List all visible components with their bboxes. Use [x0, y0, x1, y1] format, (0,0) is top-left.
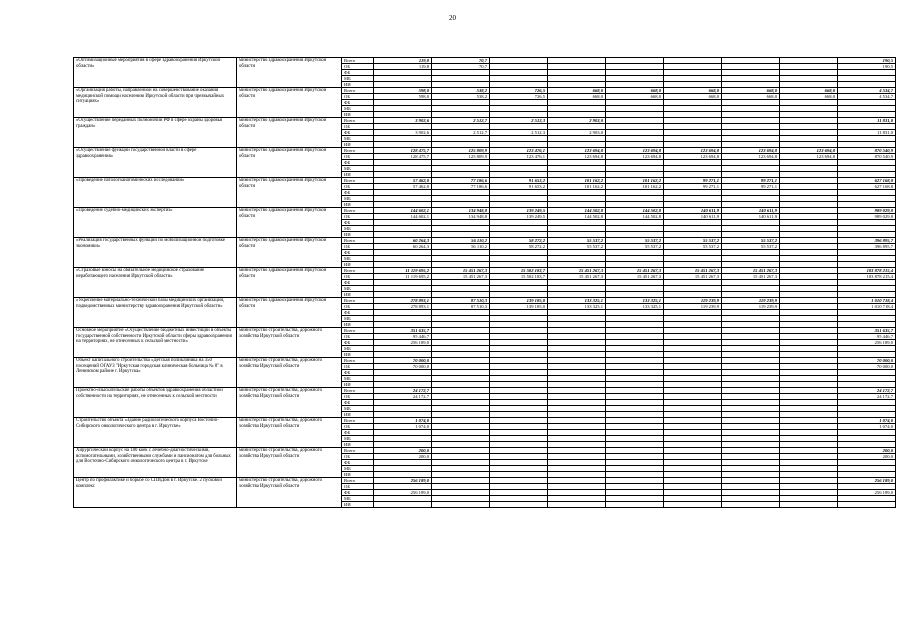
responsible-ministry: министерство строительства, дорожного хозяйства Иркутской области [237, 328, 342, 358]
amount-cell: 11 119 695,2 [374, 268, 432, 274]
table-row [74, 148, 896, 154]
amount-cell: 128 475,7 [374, 148, 432, 154]
amount-cell: 99 271,1 [664, 178, 722, 184]
amount-cell: 140 611,9 [664, 214, 722, 220]
amount-cell: 95 446,7 [374, 334, 432, 340]
amount-cell: 60 264,3 [374, 244, 432, 250]
funding-source: ОБ [342, 244, 374, 250]
amount-cell: 726,5 [490, 88, 548, 94]
responsible-ministry: министерство здравоохранения Иркутской области [237, 88, 342, 118]
funding-source: ФБ [342, 220, 374, 226]
funding-source: ФБ [342, 70, 374, 76]
amount-cell: 24 172,7 [374, 394, 432, 400]
amount-cell: 668,0 [664, 88, 722, 94]
total-cell: 627 168,8 [838, 178, 896, 184]
table-row [74, 178, 896, 184]
responsible-ministry: министерство строительства, дорожного хозяйства Иркутской области [237, 418, 342, 448]
funding-source: ОБ [342, 154, 374, 160]
amount-cell: 123 476,1 [490, 154, 548, 160]
funding-source: Всего [342, 208, 374, 214]
table-body [74, 58, 896, 508]
funding-source: Всего [342, 268, 374, 274]
amount-cell: 70 000,0 [374, 358, 432, 364]
total-cell: 256 189,0 [838, 478, 896, 484]
funding-source: ИИ [342, 172, 374, 178]
responsible-ministry: министерство строительства, дорожного хозяйства Иркутской области [237, 448, 342, 478]
table-row [74, 268, 896, 274]
amount-cell: 70,7 [432, 64, 490, 70]
amount-cell: 134 948,8 [432, 208, 490, 214]
amount-cell: 101 162,2 [606, 184, 664, 190]
amount-cell: 598,0 [374, 94, 432, 100]
amount-cell: 133 325,1 [548, 298, 606, 304]
funding-source: ФБ [342, 130, 374, 136]
funding-source: ОБ [342, 334, 374, 340]
amount-cell: 1 074,0 [374, 418, 432, 424]
funding-source: ИИ [342, 142, 374, 148]
total-cell: 11 831,0 [838, 130, 896, 136]
amount-cell: 123 694,8 [606, 154, 664, 160]
amount-cell: 123 694,8 [664, 154, 722, 160]
amount-cell: 57 462,0 [374, 184, 432, 190]
amount-cell: 119,8 [374, 64, 432, 70]
amount-cell: 24 172,7 [374, 388, 432, 394]
amount-cell: 2 512,7 [432, 118, 490, 124]
funding-source: Всего [342, 58, 374, 64]
amount-cell: 15 451 267,3 [432, 268, 490, 274]
amount-cell [780, 502, 838, 508]
total-cell: 396 895,7 [838, 244, 896, 250]
amount-cell: 134 948,8 [432, 214, 490, 220]
total-cell [838, 502, 896, 508]
funding-source: МБ [342, 316, 374, 322]
funding-source: ФБ [342, 340, 374, 346]
funding-source: МБ [342, 166, 374, 172]
amount-cell: 144 502,8 [548, 208, 606, 214]
activity-name: Строительство объекта «Здание радиологического корпуса Восточно-Сибирского онкологического центра в г. Иркутске» [74, 418, 237, 448]
amount-cell: 668,0 [548, 88, 606, 94]
amount-cell: 60 264,3 [374, 238, 432, 244]
amount-cell: 15 451 267,3 [664, 274, 722, 280]
amount-cell: 140 611,9 [722, 208, 780, 214]
funding-source: ОБ [342, 484, 374, 490]
funding-source: ИИ [342, 202, 374, 208]
amount-cell: 128 475,7 [374, 154, 432, 160]
funding-source: Всего [342, 148, 374, 154]
amount-cell [548, 502, 606, 508]
total-cell: 70 000,0 [838, 364, 896, 370]
funding-source: Всего [342, 298, 374, 304]
activity-name: «Осуществление функций государственной власти в сфере здравоохранения» [74, 148, 237, 178]
amount-cell: 538,2 [432, 88, 490, 94]
amount-cell: 11 119 695,2 [374, 274, 432, 280]
funding-source: МБ [342, 286, 374, 292]
funding-source: ФБ [342, 490, 374, 496]
amount-cell: 99 271,1 [722, 178, 780, 184]
amount-cell: 123 694,8 [780, 154, 838, 160]
page-number: 20 [449, 14, 456, 22]
amount-cell: 15 451 267,3 [548, 274, 606, 280]
total-cell: 627 168,8 [838, 184, 896, 190]
funding-source: ИИ [342, 352, 374, 358]
amount-cell: 58 272,2 [490, 238, 548, 244]
amount-cell: 668,0 [722, 94, 780, 100]
activity-name: Проектно-изыскательские работы объектов здравоохранения областной собственности на территориях, не отнесенных к сельской местности [74, 388, 237, 418]
total-cell: 190,5 [838, 58, 896, 64]
amount-cell: 55 537,2 [664, 244, 722, 250]
total-cell: 256 189,0 [838, 340, 896, 346]
funding-source: Всего [342, 478, 374, 484]
funding-source: МБ [342, 406, 374, 412]
total-cell: 351 635,7 [838, 328, 896, 334]
amount-cell: 125 809,9 [432, 154, 490, 160]
amount-cell: 140 611,9 [722, 214, 780, 220]
activity-name: «Реализация государственных функций по мобилизационной подготовке экономики» [74, 238, 237, 268]
funding-source: МБ [342, 136, 374, 142]
total-cell: 70 000,0 [838, 358, 896, 364]
table-row [74, 238, 896, 244]
amount-cell: 55 537,2 [606, 244, 664, 250]
responsible-ministry: министерство здравоохранения Иркутской области [237, 208, 342, 238]
amount-cell: 56 110,2 [432, 244, 490, 250]
amount-cell: 55 537,2 [548, 238, 606, 244]
funding-source: Всего [342, 328, 374, 334]
amount-cell: 15 451 267,3 [664, 268, 722, 274]
activity-name: Основное мероприятие «Осуществление бюджетных инвестиций в объекты государственной собственности Иркутской области сферы здравоохранения на территориях, не отнесенных к сельской местности» [74, 328, 237, 358]
total-cell: 4 534,7 [838, 94, 896, 100]
amount-cell: 15 502 183,7 [490, 268, 548, 274]
total-cell: 1 010 718,4 [838, 304, 896, 310]
amount-cell: 15 451 267,3 [606, 274, 664, 280]
amount-cell: 70,7 [432, 58, 490, 64]
funding-source: МБ [342, 346, 374, 352]
amount-cell: 15 451 267,3 [432, 274, 490, 280]
total-cell: 190,5 [838, 64, 896, 70]
amount-cell: 3 902,6 [374, 118, 432, 124]
amount-cell: 668,0 [606, 94, 664, 100]
funding-source: ИИ [342, 82, 374, 88]
funding-source: МБ [342, 76, 374, 82]
amount-cell [490, 502, 548, 508]
amount-cell: 351 635,7 [374, 328, 432, 334]
amount-cell [664, 502, 722, 508]
amount-cell: 15 451 267,3 [722, 274, 780, 280]
amount-cell: 144 602,1 [374, 208, 432, 214]
total-cell: 989 029,8 [838, 214, 896, 220]
funding-source: МБ [342, 196, 374, 202]
funding-source: ОБ [342, 124, 374, 130]
funding-source: ОБ [342, 364, 374, 370]
funding-source: ОБ [342, 454, 374, 460]
funding-source: МБ [342, 496, 374, 502]
amount-cell: 144 502,8 [548, 214, 606, 220]
amount-cell: 140 611,9 [664, 208, 722, 214]
amount-cell: 119 239,9 [722, 304, 780, 310]
amount-cell: 668,0 [780, 94, 838, 100]
amount-cell: 123 694,8 [780, 148, 838, 154]
amount-cell: 3 902,6 [374, 130, 432, 136]
funding-source: МБ [342, 106, 374, 112]
funding-source: ФБ [342, 280, 374, 286]
amount-cell: 139 249,5 [490, 214, 548, 220]
amount-cell: 538,2 [432, 94, 490, 100]
amount-cell [432, 502, 490, 508]
amount-cell: 99 271,1 [664, 184, 722, 190]
amount-cell: 123 476,1 [490, 148, 548, 154]
funding-source: ФБ [342, 430, 374, 436]
amount-cell [606, 502, 664, 508]
amount-cell: 91 653,2 [490, 184, 548, 190]
responsible-ministry: министерство здравоохранения Иркутской области [237, 58, 342, 88]
total-cell: 1 010 718,4 [838, 298, 896, 304]
funding-source: Всего [342, 448, 374, 454]
total-cell: 95 446,7 [838, 334, 896, 340]
amount-cell: 58 272,2 [490, 244, 548, 250]
funding-source: ОБ [342, 64, 374, 70]
amount-cell: 144 502,8 [606, 214, 664, 220]
amount-cell: 668,0 [780, 88, 838, 94]
funding-source: ФБ [342, 190, 374, 196]
funding-source: МБ [342, 256, 374, 262]
funding-source: ФБ [342, 100, 374, 106]
funding-source: ФБ [342, 460, 374, 466]
amount-cell: 123 694,8 [548, 148, 606, 154]
funding-source: Всего [342, 418, 374, 424]
amount-cell: 2 512,3 [490, 130, 548, 136]
amount-cell: 200,0 [374, 448, 432, 454]
funding-source: МБ [342, 436, 374, 442]
amount-cell: 125 809,9 [432, 148, 490, 154]
funding-source: ИИ [342, 322, 374, 328]
amount-cell: 55 537,2 [722, 238, 780, 244]
funding-source: ОБ [342, 394, 374, 400]
amount-cell: 55 537,2 [606, 238, 664, 244]
amount-cell: 668,0 [722, 88, 780, 94]
amount-cell: 668,0 [664, 94, 722, 100]
amount-cell: 668,0 [606, 88, 664, 94]
amount-cell: 123 694,8 [664, 148, 722, 154]
amount-cell: 256 189,0 [374, 490, 432, 496]
responsible-ministry: министерство строительства, дорожного хозяйства Иркутской области [237, 358, 342, 388]
amount-cell: 119 239,9 [722, 298, 780, 304]
amount-cell: 2 903,0 [548, 118, 606, 124]
amount-cell: 133 325,1 [606, 304, 664, 310]
funding-source: Всего [342, 118, 374, 124]
activity-name: «Проведение патологоанатомических исследований» [74, 178, 237, 208]
total-cell: 24 172,7 [838, 388, 896, 394]
amount-cell: 57 462,0 [374, 178, 432, 184]
amount-cell: 55 537,2 [664, 238, 722, 244]
amount-cell: 101 162,2 [606, 178, 664, 184]
funding-source: ИИ [342, 262, 374, 268]
funding-source: ИИ [342, 382, 374, 388]
amount-cell: 668,0 [548, 94, 606, 100]
activity-name: «Страховые взносы на обязательное медицинское страхование неработающего населения Иркутской области» [74, 268, 237, 298]
amount-cell: 87 510,3 [432, 304, 490, 310]
funding-source: ОБ [342, 304, 374, 310]
amount-cell: 119 239,9 [664, 304, 722, 310]
total-cell: 24 172,7 [838, 394, 896, 400]
budget-table [73, 57, 896, 508]
funding-source: ИИ [342, 412, 374, 418]
amount-cell: 101 162,2 [548, 184, 606, 190]
funding-source: ФБ [342, 370, 374, 376]
amount-cell: 123 694,8 [606, 148, 664, 154]
amount-cell: 726,5 [490, 94, 548, 100]
amount-cell: 598,0 [374, 88, 432, 94]
amount-cell: 56 110,2 [432, 238, 490, 244]
table-row [74, 298, 896, 304]
amount-cell: 123 694,8 [548, 154, 606, 160]
responsible-ministry: министерство здравоохранения Иркутской области [237, 178, 342, 208]
table-row [74, 88, 896, 94]
funding-source: ИИ [342, 472, 374, 478]
amount-cell: 133 325,1 [606, 298, 664, 304]
responsible-ministry: министерство здравоохранения Иркутской области [237, 118, 342, 148]
total-cell: 256 189,0 [838, 490, 896, 496]
amount-cell: 15 451 267,3 [548, 268, 606, 274]
funding-source: Всего [342, 88, 374, 94]
funding-source: ОБ [342, 424, 374, 430]
activity-name: Объект капитального строительства «Детская поликлиника на 350 посещений ОГАУЗ "Иркутская городская клиническая больница № 8" в Ленинском районе г. Иркутска» [74, 358, 237, 388]
funding-source: МБ [342, 466, 374, 472]
responsible-ministry: министерство здравоохранения Иркутской области [237, 298, 342, 328]
amount-cell: 256 189,0 [374, 478, 432, 484]
activity-name: Хирургический корпус на 180 коек с лечебно-диагностическими, вспомогательными, хозяйственными службами и пансионатом для больных для Восточно-Сибирского онкологического центра в г. Иркутске [74, 448, 237, 478]
responsible-ministry: министерство здравоохранения Иркутской области [237, 238, 342, 268]
funding-source: Всего [342, 358, 374, 364]
funding-source: Всего [342, 388, 374, 394]
amount-cell: 144 602,1 [374, 214, 432, 220]
amount-cell: 15 502 183,7 [490, 274, 548, 280]
total-cell: 103 878 215,4 [838, 274, 896, 280]
responsible-ministry: министерство строительства, дорожного хозяйства Иркутской области [237, 478, 342, 508]
activity-name: Центр по профилактике и борьбе со СПИДом в г. Иркутске. 2 пусковой комплекс [74, 478, 237, 508]
amount-cell: 2 512,3 [490, 118, 548, 124]
amount-cell [722, 502, 780, 508]
amount-cell: 139 249,5 [490, 208, 548, 214]
funding-source: ФБ [342, 310, 374, 316]
funding-source: Всего [342, 178, 374, 184]
activity-name: «Укрепление материально-технической базы медицинских организаций, подведомственных министерству здравоохранения Иркутской области» [74, 298, 237, 328]
total-cell: 396 895,7 [838, 238, 896, 244]
amount-cell: 77 186,6 [432, 184, 490, 190]
amount-cell: 15 451 267,3 [606, 268, 664, 274]
funding-source: ФБ [342, 250, 374, 256]
amount-cell [374, 502, 432, 508]
amount-cell: 91 653,2 [490, 178, 548, 184]
responsible-ministry: министерство здравоохранения Иркутской области [237, 268, 342, 298]
total-cell: 870 540,9 [838, 148, 896, 154]
amount-cell: 55 537,2 [548, 244, 606, 250]
amount-cell: 2 512,7 [432, 130, 490, 136]
activity-name: «Организация работы, направленной на совершенствование оказания медицинской помощи населению Иркутской области при чрезвычайных ситуациях» [74, 88, 237, 118]
funding-source: ИИ [342, 112, 374, 118]
funding-source: ИИ [342, 292, 374, 298]
activity-name: «Проведение судебно-медицинских экспертиз» [74, 208, 237, 238]
total-cell: 1 074,0 [838, 424, 896, 430]
amount-cell: 2 903,0 [548, 130, 606, 136]
amount-cell: 139 185,0 [490, 298, 548, 304]
amount-cell: 139 185,0 [490, 304, 548, 310]
amount-cell: 256 189,0 [374, 340, 432, 346]
amount-cell: 200,0 [374, 454, 432, 460]
amount-cell: 278 893,1 [374, 298, 432, 304]
total-cell: 1 074,0 [838, 418, 896, 424]
funding-source: ИИ [342, 442, 374, 448]
funding-source: Всего [342, 238, 374, 244]
amount-cell: 119 239,9 [664, 298, 722, 304]
total-cell: 870 540,9 [838, 154, 896, 160]
amount-cell: 133 325,1 [548, 304, 606, 310]
amount-cell: 101 162,2 [548, 178, 606, 184]
funding-source: МБ [342, 376, 374, 382]
activity-name: «Осуществление переданных полномочий РФ в сфере охраны здоровья граждан» [74, 118, 237, 148]
funding-source: ОБ [342, 94, 374, 100]
funding-source: ФБ [342, 400, 374, 406]
funding-source: ОБ [342, 274, 374, 280]
amount-cell: 119,8 [374, 58, 432, 64]
amount-cell: 70 000,0 [374, 364, 432, 370]
funding-source: ОБ [342, 184, 374, 190]
amount-cell: 15 451 267,3 [722, 268, 780, 274]
amount-cell: 87 510,3 [432, 298, 490, 304]
amount-cell: 99 271,1 [722, 184, 780, 190]
total-cell: 989 029,8 [838, 208, 896, 214]
total-cell: 200,0 [838, 448, 896, 454]
activity-name: «Оптимизационные мероприятия в сфере здравоохранения Иркутской области» [74, 58, 237, 88]
total-cell: 11 831,0 [838, 118, 896, 124]
amount-cell: 278 893,1 [374, 304, 432, 310]
funding-source: ИИ [342, 502, 374, 508]
funding-source: ОБ [342, 214, 374, 220]
responsible-ministry: министерство здравоохранения Иркутской области [237, 148, 342, 178]
amount-cell: 123 694,8 [722, 148, 780, 154]
table-row [74, 208, 896, 214]
total-cell: 4 534,7 [838, 88, 896, 94]
funding-source: ИИ [342, 232, 374, 238]
total-cell: 103 878 215,4 [838, 268, 896, 274]
funding-source: МБ [342, 226, 374, 232]
amount-cell: 123 694,8 [722, 154, 780, 160]
amount-cell: 1 074,0 [374, 424, 432, 430]
amount-cell: 77 186,6 [432, 178, 490, 184]
amount-cell: 144 502,8 [606, 208, 664, 214]
funding-source: ФБ [342, 160, 374, 166]
total-cell: 200,0 [838, 454, 896, 460]
responsible-ministry: министерство строительства, дорожного хозяйства Иркутской области [237, 388, 342, 418]
amount-cell: 55 537,2 [722, 244, 780, 250]
